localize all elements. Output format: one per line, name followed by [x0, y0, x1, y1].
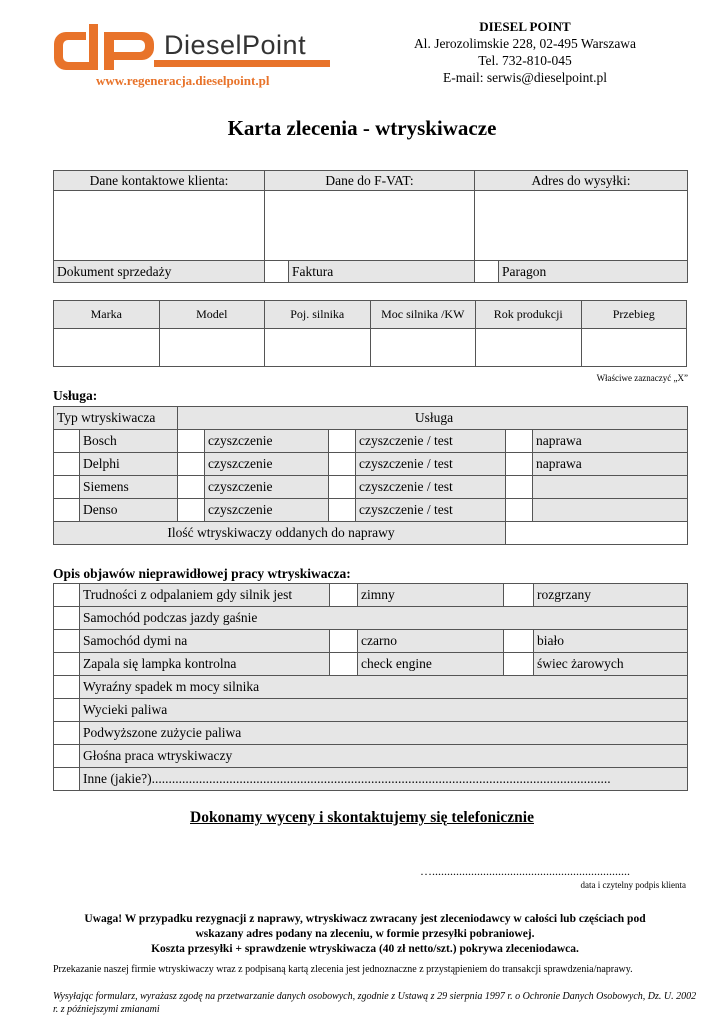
- symptoms-section-label: Opis objawów nieprawidłowej pracy wtryskiwacza:: [53, 566, 351, 581]
- injector-count-input[interactable]: [506, 522, 688, 545]
- header-model: Model: [159, 301, 265, 329]
- glow-plug-checkbox[interactable]: [504, 653, 534, 676]
- company-email: E-mail: serwis@dieselpoint.pl: [443, 70, 607, 85]
- option-label: check engine: [358, 653, 504, 676]
- service-label: naprawa: [533, 430, 688, 453]
- symptom-label: Głośna praca wtryskiwaczy: [80, 745, 688, 768]
- service-label: czyszczenie: [205, 499, 329, 522]
- warning-line-3: Koszta przesyłki + sprawdzenie wtryskiwacza (40 zł netto/szt.) pokrywa zleceniodawca.: [151, 943, 579, 955]
- header-injector-type: Typ wtryskiwacza: [54, 407, 178, 430]
- table-row: [54, 676, 688, 699]
- model-input[interactable]: [159, 329, 265, 367]
- company-name: DIESEL POINT: [479, 19, 571, 34]
- noise-checkbox[interactable]: [54, 745, 80, 768]
- logo-d-shape: [54, 24, 98, 70]
- black-smoke-checkbox[interactable]: [330, 630, 358, 653]
- delphi-checkbox[interactable]: [54, 453, 80, 476]
- denso-cleaning-checkbox[interactable]: [178, 499, 205, 522]
- siemens-cleaning-test-checkbox[interactable]: [329, 476, 356, 499]
- vehicle-table: [53, 300, 687, 367]
- symptom-label: Zapala się lampka kontrolna: [80, 653, 330, 676]
- brand-label: Delphi: [80, 453, 178, 476]
- logo-underline: [154, 60, 330, 67]
- denso-empty-checkbox[interactable]: [506, 499, 533, 522]
- header-marka: Marka: [54, 301, 160, 329]
- cold-checkbox[interactable]: [330, 584, 358, 607]
- stalls-checkbox[interactable]: [54, 607, 80, 630]
- siemens-empty-checkbox[interactable]: [506, 476, 533, 499]
- mark-note: Właściwe zaznaczyć „X”: [596, 373, 688, 383]
- delphi-repair-checkbox[interactable]: [506, 453, 533, 476]
- logo-brand-text: DieselPoint: [164, 30, 307, 60]
- engine-capacity-input[interactable]: [265, 329, 371, 367]
- header-year: Rok produkcji: [476, 301, 582, 329]
- denso-checkbox[interactable]: [54, 499, 80, 522]
- warning-line-1: Uwaga! W przypadku rezygnacji z naprawy, wtryskiwacz zwracany jest zleceniodawcy w całości lub częściach pod: [84, 913, 646, 925]
- table-row: [54, 607, 688, 630]
- table-row: [54, 584, 688, 607]
- dieselpoint-logo: [52, 18, 334, 76]
- check-engine-checkbox[interactable]: [330, 653, 358, 676]
- paragon-checkbox[interactable]: [475, 261, 499, 283]
- faktura-checkbox[interactable]: [265, 261, 289, 283]
- shipping-input[interactable]: [475, 191, 688, 261]
- signature-line[interactable]: …..................................................................: [420, 864, 630, 878]
- other-checkbox[interactable]: [54, 768, 80, 791]
- header-contact: Dane kontaktowe klienta:: [54, 171, 265, 191]
- year-input[interactable]: [476, 329, 582, 367]
- mileage-input[interactable]: [581, 329, 687, 367]
- company-info: [380, 18, 670, 86]
- service-label: czyszczenie: [205, 453, 329, 476]
- header-mileage: Przebieg: [581, 301, 687, 329]
- cold-start-checkbox[interactable]: [54, 584, 80, 607]
- option-label: czarno: [358, 630, 504, 653]
- marka-input[interactable]: [54, 329, 160, 367]
- table-row: [54, 745, 688, 768]
- delphi-cleaning-test-checkbox[interactable]: [329, 453, 356, 476]
- brand-label: Bosch: [80, 430, 178, 453]
- siemens-checkbox[interactable]: [54, 476, 80, 499]
- signature-label: data i czytelny podpis klienta: [580, 880, 686, 890]
- contact-table: [53, 170, 688, 283]
- faktura-label: Faktura: [289, 261, 475, 283]
- table-row: [54, 699, 688, 722]
- table-row: [54, 476, 688, 499]
- company-phone: Tel. 732-810-045: [478, 53, 572, 68]
- symptom-label: Trudności z odpalaniem gdy silnik jest: [80, 584, 330, 607]
- header-engine-power: Moc silnika /KW: [370, 301, 476, 329]
- table-row: [54, 453, 688, 476]
- warning-line-2: wskazany adres podany na zleceniu, w formie przesyłki pobraniowej.: [195, 928, 535, 940]
- engine-power-input[interactable]: [370, 329, 476, 367]
- injector-count-label: Ilość wtryskiwaczy oddanych do naprawy: [54, 522, 506, 545]
- service-label: czyszczenie / test: [356, 430, 506, 453]
- service-table: [53, 406, 688, 545]
- header-fvat: Dane do F-VAT:: [265, 171, 475, 191]
- white-smoke-checkbox[interactable]: [504, 630, 534, 653]
- brand-label: Siemens: [80, 476, 178, 499]
- paragon-label: Paragon: [499, 261, 688, 283]
- closing-statement: Dokonamy wyceny i skontaktujemy się telefonicznie: [190, 809, 534, 826]
- service-section-label: Usługa:: [53, 388, 98, 403]
- warm-checkbox[interactable]: [504, 584, 534, 607]
- option-label: zimny: [358, 584, 504, 607]
- website-link[interactable]: www.regeneracja.dieselpoint.pl: [96, 73, 270, 88]
- header-engine-capacity: Poj. silnika: [265, 301, 371, 329]
- logo-p-shape: [104, 32, 154, 70]
- empty-cell: [533, 499, 688, 522]
- company-address: Al. Jerozolimskie 228, 02-495 Warszawa: [413, 36, 637, 51]
- siemens-cleaning-checkbox[interactable]: [178, 476, 205, 499]
- page-title: Karta zlecenia - wtryskiwacze: [227, 116, 497, 140]
- delphi-cleaning-checkbox[interactable]: [178, 453, 205, 476]
- transfer-notice: Przekazanie naszej firmie wtryskiwaczy wraz z podpisaną kartą zlecenia jest jednoznaczne z przystąpieniem do transakcji sprawdzenia/naprawy.: [53, 964, 633, 975]
- table-row: [54, 768, 688, 791]
- table-row: [54, 653, 688, 676]
- service-label: czyszczenie / test: [356, 453, 506, 476]
- option-label: świec żarowych: [534, 653, 688, 676]
- table-row: [54, 630, 688, 653]
- fvat-input[interactable]: [265, 191, 475, 261]
- option-label: biało: [534, 630, 688, 653]
- contact-input[interactable]: [54, 191, 265, 261]
- header-service: Usługa: [178, 407, 688, 430]
- privacy-notice: Wysyłając formularz, wyrażasz zgodę na przetwarzanie danych osobowych, zgodnie z Ustawą z 29 sierpnia 1997 r. o Ochronie Danych Osobowych, Dz. U. 2002 r. z późniejszymi zmianami: [53, 991, 697, 1015]
- warning-notice: [60, 912, 670, 957]
- other-symptom-field[interactable]: Inne (jakie?)........................................................................................................................................: [80, 768, 688, 791]
- fuel-leak-checkbox[interactable]: [54, 699, 80, 722]
- fuel-consumption-checkbox[interactable]: [54, 722, 80, 745]
- service-label: czyszczenie / test: [356, 476, 506, 499]
- header-shipping: Adres do wysyłki:: [475, 171, 688, 191]
- denso-cleaning-test-checkbox[interactable]: [329, 499, 356, 522]
- option-label: rozgrzany: [534, 584, 688, 607]
- service-label: naprawa: [533, 453, 688, 476]
- table-row: [54, 722, 688, 745]
- symptom-label: Wycieki paliwa: [80, 699, 688, 722]
- table-row: [54, 430, 688, 453]
- bosch-cleaning-test-checkbox[interactable]: [329, 430, 356, 453]
- warning-light-checkbox[interactable]: [54, 653, 80, 676]
- empty-cell: [533, 476, 688, 499]
- bosch-cleaning-checkbox[interactable]: [178, 430, 205, 453]
- symptoms-table: [53, 583, 688, 791]
- brand-label: Denso: [80, 499, 178, 522]
- symptom-label: Samochód podczas jazdy gaśnie: [80, 607, 688, 630]
- table-row: [54, 499, 688, 522]
- power-loss-checkbox[interactable]: [54, 676, 80, 699]
- service-label: czyszczenie: [205, 476, 329, 499]
- symptom-label: Podwyższone zużycie paliwa: [80, 722, 688, 745]
- bosch-repair-checkbox[interactable]: [506, 430, 533, 453]
- document-label: Dokument sprzedaży: [54, 261, 265, 283]
- smoke-checkbox[interactable]: [54, 630, 80, 653]
- symptom-label: Wyraźny spadek m mocy silnika: [80, 676, 688, 699]
- service-label: czyszczenie / test: [356, 499, 506, 522]
- symptom-label: Samochód dymi na: [80, 630, 330, 653]
- bosch-checkbox[interactable]: [54, 430, 80, 453]
- service-label: czyszczenie: [205, 430, 329, 453]
